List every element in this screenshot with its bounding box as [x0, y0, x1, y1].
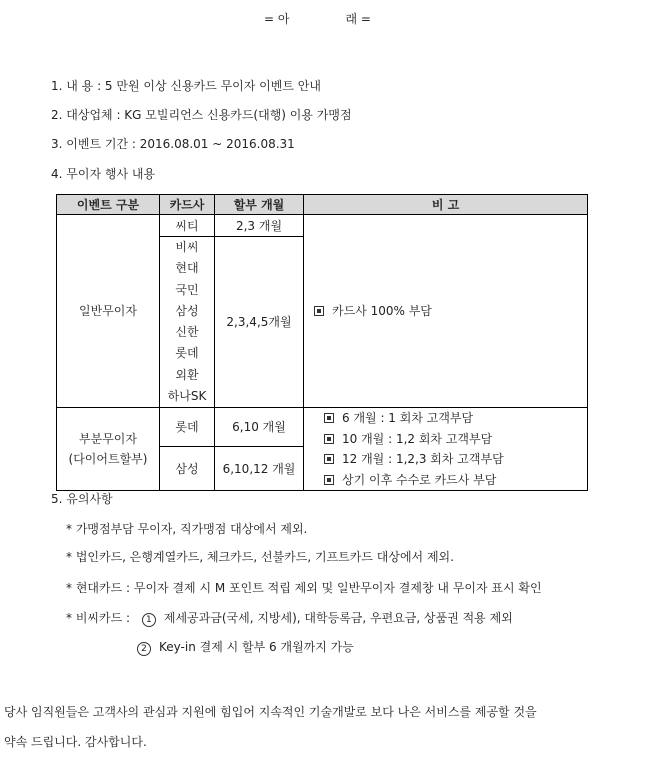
- card-name: 신한: [175, 325, 199, 340]
- checkbox-bullet-icon: [314, 306, 324, 316]
- card-name: 외환: [175, 367, 199, 382]
- circled-number-icon: 1: [142, 613, 156, 627]
- general-months: 2,3,4,5개월: [215, 237, 304, 408]
- lotte-card: 롯데: [160, 408, 215, 447]
- caution-note: * 가맹점부담 무이자, 직가맹점 대상에서 제외.: [66, 522, 308, 536]
- list-item: [324, 449, 587, 470]
- remark-text: 12 개월 : 1,2,3 회차 고객부담: [342, 452, 504, 467]
- card-name: 비씨: [175, 240, 199, 254]
- remark-text: 6 개월 : 1 회차 고객부담: [342, 411, 474, 426]
- table-row: [57, 215, 588, 237]
- partial-remark-list: [304, 408, 588, 491]
- samsung-months: 6,10,12 개월: [215, 447, 304, 491]
- checkbox-bullet-icon: [324, 413, 334, 423]
- item-target-merchant: 2. 대상업체 : KG 모빌리언스 신용카드(대행) 이용 가맹점: [51, 108, 352, 122]
- general-card-list: [160, 237, 215, 408]
- partial-event-subname: (다이어트할부): [68, 452, 148, 467]
- general-event-type: 일반무이자: [57, 215, 160, 408]
- item-event-details: 4. 무이자 행사 내용: [51, 167, 156, 181]
- remark-text: 상기 이후 수수로 카드사 부담: [342, 472, 497, 487]
- header-card-company: 카드사: [160, 195, 215, 215]
- installment-event-table: [56, 194, 588, 491]
- bc-card-note-2: [137, 641, 354, 656]
- header-remarks: 비 고: [304, 195, 588, 215]
- bc-card-label: * 비씨카드 :: [66, 611, 131, 625]
- checkbox-bullet-icon: [324, 475, 334, 485]
- header-event-type: 이벤트 구분: [57, 195, 160, 215]
- caution-note: * 법인카드, 은행계열카드, 체크카드, 선불카드, 기프트카드 대상에서 제외.: [66, 550, 454, 564]
- item-event-period: 3. 이벤트 기간 : 2016.08.01 ~ 2016.08.31: [51, 137, 295, 151]
- card-name: 국민: [175, 282, 199, 297]
- caution-note: * 현대카드 : 무이자 결제 시 M 포인트 적립 제외 및 일반무이자 결제창 내 무이자 표시 확인: [66, 581, 542, 595]
- table-header-row: [57, 195, 588, 215]
- samsung-card: 삼성: [160, 447, 215, 491]
- item-content: 1. 내 용 : 5 만원 이상 신용카드 무이자 이벤트 안내: [51, 79, 321, 93]
- list-item: [324, 429, 587, 450]
- header-installment-months: 할부 개월: [215, 195, 304, 215]
- remark-text: 10 개월 : 1,2 회차 고객부담: [342, 431, 493, 446]
- title-left: = 아: [264, 12, 290, 26]
- citi-months: 2,3 개월: [215, 215, 304, 237]
- list-item: [324, 408, 587, 429]
- table-row: [57, 408, 588, 447]
- general-remark: [304, 215, 588, 408]
- partial-event-name: 부분무이자: [79, 432, 137, 447]
- general-remark-text: 카드사 100% 부담: [332, 304, 432, 319]
- notice-title: [0, 13, 635, 25]
- title-right: 래 =: [345, 12, 371, 26]
- checkbox-bullet-icon: [324, 454, 334, 464]
- cautions-heading: 5. 유의사항: [51, 492, 113, 506]
- checkbox-bullet-icon: [324, 434, 334, 444]
- partial-event-type: [57, 408, 160, 491]
- card-name: 하나SK: [167, 389, 207, 404]
- bc-card-note: [66, 612, 513, 627]
- closing-line-1: 당사 임직원들은 고객사의 관심과 지원에 힘입어 지속적인 기술개발로 보다 나은 서비스를 제공할 것을: [4, 705, 537, 719]
- card-name: 삼성: [175, 303, 199, 318]
- list-item: [324, 470, 587, 491]
- bc-note-text: 제세공과금(국세, 지방세), 대학등록금, 우편요금, 상품권 적용 제외: [163, 611, 513, 625]
- citi-card: 씨티: [160, 215, 215, 237]
- circled-number-icon: 2: [137, 642, 151, 656]
- card-name: 롯데: [175, 346, 199, 361]
- closing-line-2: 약속 드립니다. 감사합니다.: [4, 735, 147, 749]
- lotte-months: 6,10 개월: [215, 408, 304, 447]
- card-name: 현대: [175, 261, 199, 276]
- bc-note-text: Key-in 결제 시 할부 6 개월까지 가능: [159, 640, 354, 654]
